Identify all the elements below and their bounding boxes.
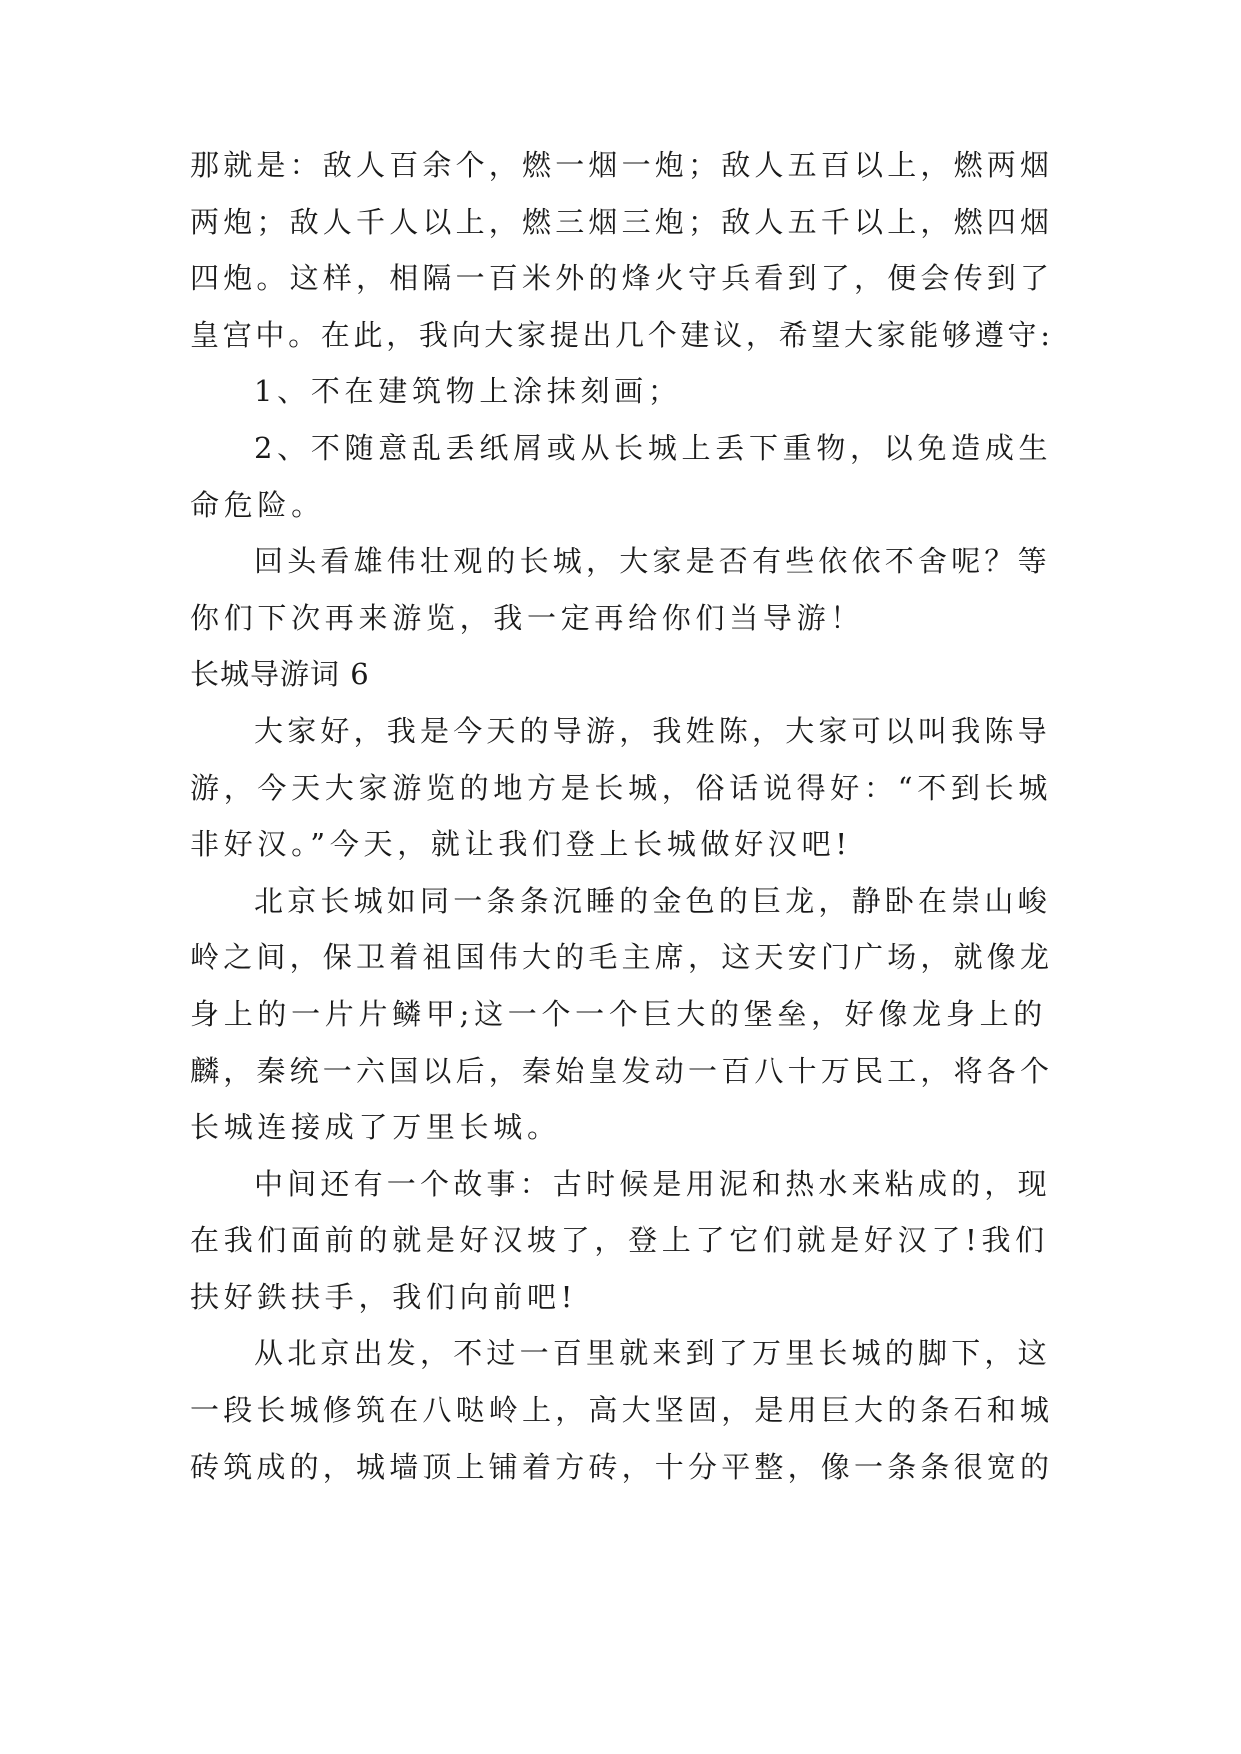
text-line: 四炮。这样，相隔一百米外的烽火守兵看到了，便会传到了: [190, 261, 1054, 296]
paragraph-start: 北京长城如同一条条沉睡的金色的巨龙，静卧在崇山峻: [254, 883, 1051, 918]
text-line: 岭之间，保卫着祖国伟大的毛主席，这天安门广场，就像龙: [190, 940, 1054, 975]
paragraph-start: 中间还有一个故事：古时候是用泥和热水来粘成的，现: [254, 1166, 1051, 1201]
section-heading: 长城导游词 6: [190, 657, 370, 692]
text-line: 游，今天大家游览的地方是长城，俗话说得好：“不到长城: [190, 770, 1053, 805]
text-line: 你们下次再来游览，我一定再给你们当导游！: [190, 600, 865, 635]
text-line: 一段长城修筑在八哒岭上，高大坚固，是用巨大的条石和城: [190, 1393, 1054, 1428]
paragraph-start: 大家好，我是今天的导游，我姓陈，大家可以叫我陈导: [254, 713, 1051, 748]
text-line: 扶好鉄扶手，我们向前吧!: [190, 1279, 578, 1314]
text-line: 那就是：敌人百余个，燃一烟一炮；敌人五百以上，燃两烟: [190, 148, 1054, 182]
text-line: 非好汉。”今天，就让我们登上长城做好汉吧!: [190, 827, 852, 862]
text-line: 在我们面前的就是好汉坡了，登上了它们就是好汉了!我们: [190, 1223, 1049, 1258]
text-line: 两炮；敌人千人以上，燃三烟三炮；敌人五千以上，燃四烟: [190, 204, 1054, 239]
text-line: 砖筑成的，城墙顶上铺着方砖，十分平整，像一条条很宽的: [190, 1449, 1054, 1484]
document-page: [190, 137, 1052, 1495]
list-item: 1、不在建筑物上涂抹刻画；: [254, 374, 682, 409]
text-line: 皇宫中。在此，我向大家提出几个建议，希望大家能够遵守:: [190, 317, 1054, 352]
paragraph-start: 从北京出发，不过一百里就来到了万里长城的脚下，这: [254, 1336, 1051, 1371]
list-item: 2、不随意乱丢纸屑或从长城上丢下重物，以免造成生: [254, 430, 1053, 465]
paragraph-start: 回头看雄伟壮观的长城，大家是否有些依依不舍呢？等: [254, 544, 1051, 579]
text-line: 身上的一片片鳞甲;这一个一个巨大的堡垒，好像龙身上的: [190, 996, 1047, 1031]
text-line: 麟，秦统一六国以后，秦始皇发动一百八十万民工，将各个: [190, 1053, 1054, 1088]
text-line: 长城连接成了万里长城。: [190, 1110, 561, 1145]
text-line: 命危险。: [190, 487, 325, 522]
